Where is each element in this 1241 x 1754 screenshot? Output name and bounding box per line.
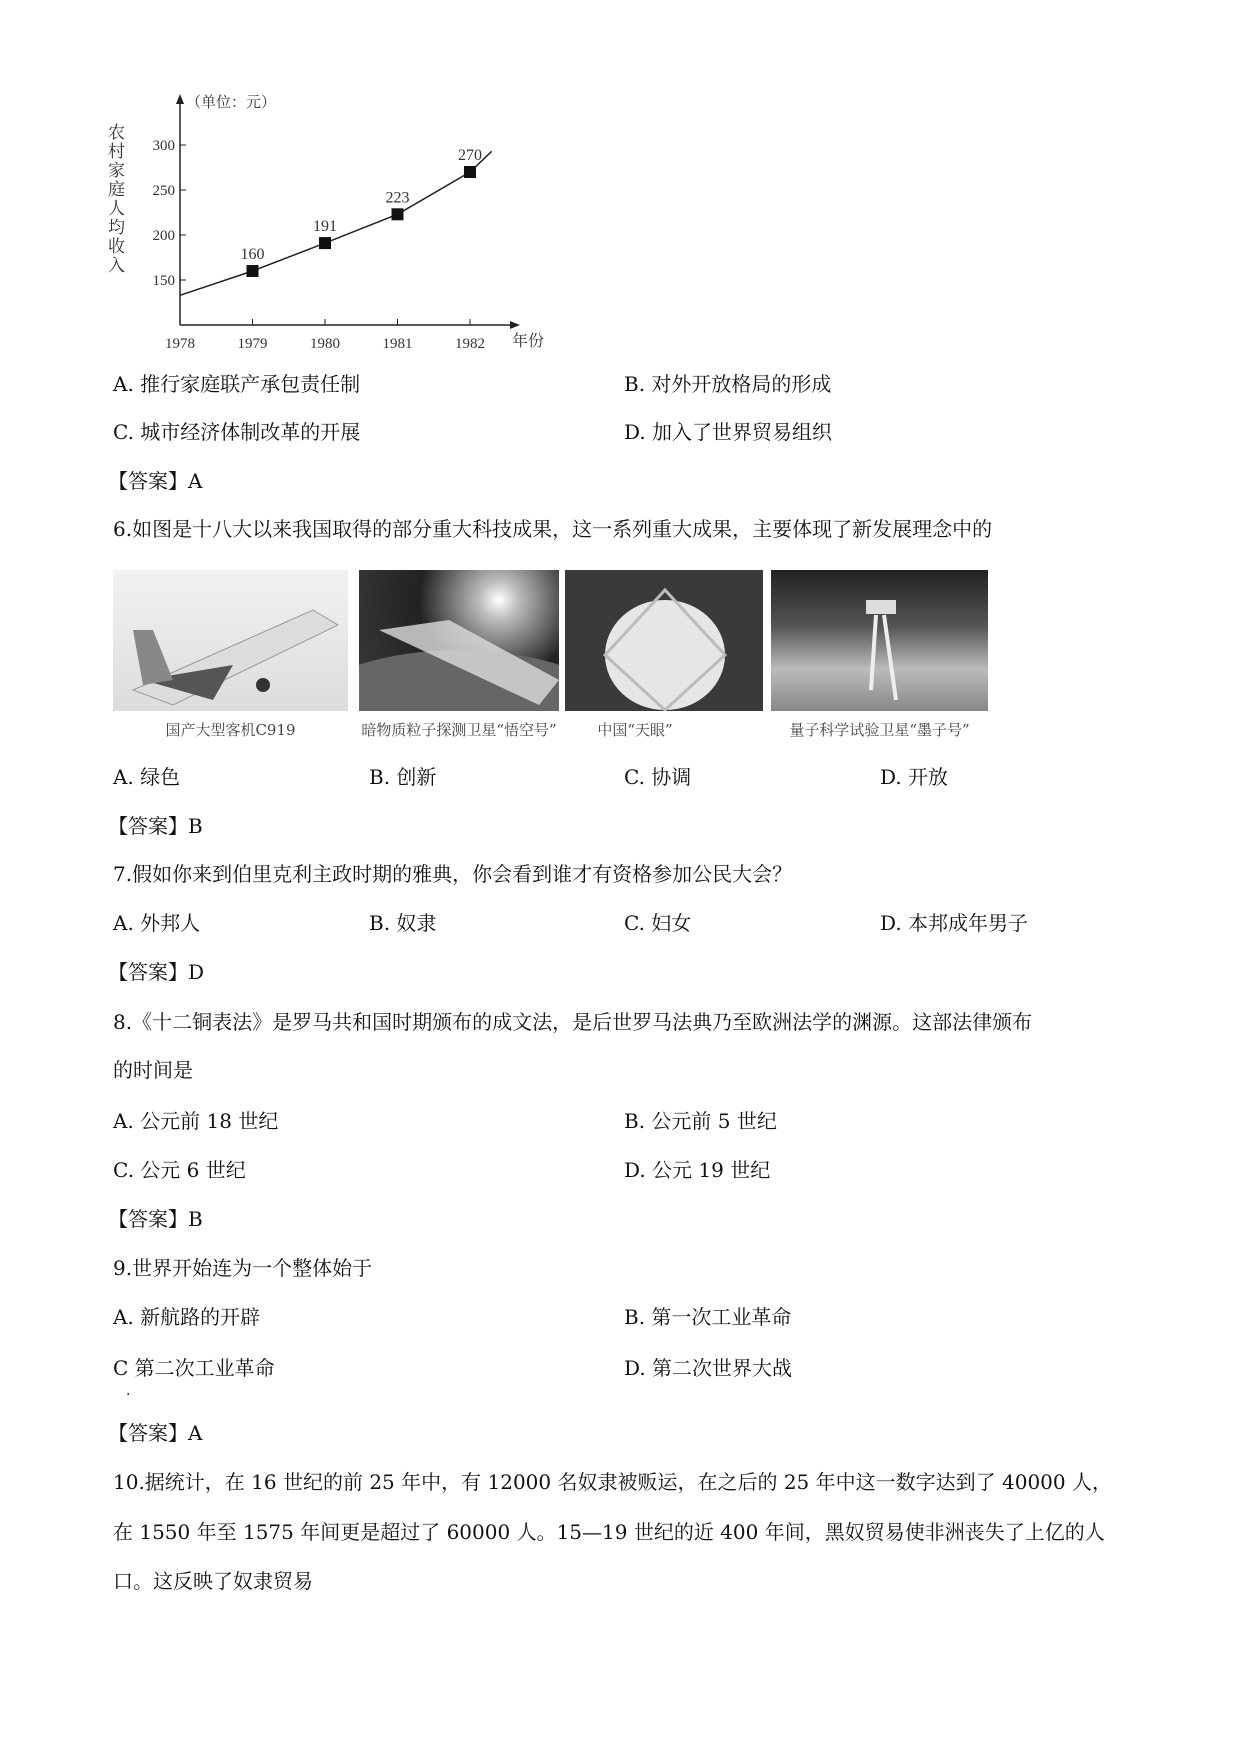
wukong-satellite-image xyxy=(359,570,559,711)
y-axis-label-char: 入 xyxy=(108,256,125,275)
q6-option-d: D. 开放 xyxy=(880,765,949,789)
q9-stem: 9.世界开始连为一个整体始于 xyxy=(113,1256,373,1280)
y-axis-label-char: 均 xyxy=(108,218,125,237)
data-label: 191 xyxy=(313,218,337,236)
data-point xyxy=(319,237,331,249)
q7-answer: 【答案】D xyxy=(108,960,205,984)
q8-stem-line2: 的时间是 xyxy=(113,1058,193,1082)
q9-stray-dot: . xyxy=(126,1383,131,1399)
q5-option-c: C. 城市经济体制改革的开展 xyxy=(113,420,361,444)
unit-label: （单位：元） xyxy=(186,95,277,111)
q10-stem-line1: 10.据统计，在 16 世纪的前 25 年中，有 12000 名奴隶被贩运，在之后的 25 年中这一数字达到了 40000 人， xyxy=(113,1470,1112,1494)
q5-answer: 【答案】A xyxy=(108,469,203,493)
y-axis-label-char: 庭 xyxy=(108,180,125,199)
tianyan-telescope-image xyxy=(565,570,763,711)
y-tick-label: 300 xyxy=(152,138,175,154)
y-tick-label: 250 xyxy=(152,183,175,199)
data-label: 160 xyxy=(240,246,265,263)
caption-mozi: 量子科学试验卫星“墨子号” xyxy=(789,721,970,739)
caption-tianyan: 中国“天眼” xyxy=(597,721,673,739)
x-axis-arrow xyxy=(510,321,520,329)
x-tick-label: 1980 xyxy=(310,336,340,352)
q7-option-b: B. 奴隶 xyxy=(369,911,437,935)
x-tick-label: 1979 xyxy=(237,336,268,352)
q9-option-c: C 第二次工业革命 xyxy=(113,1356,275,1380)
caption-wukong: 暗物质粒子探测卫星“悟空号” xyxy=(361,721,557,739)
y-tick-label: 200 xyxy=(152,228,175,244)
y-tick-label: 150 xyxy=(152,273,175,289)
y-axis-arrow xyxy=(176,94,184,104)
q7-option-c: C. 妇女 xyxy=(624,911,692,935)
y-axis-label-char: 收 xyxy=(108,237,125,256)
q5-option-d: D. 加入了世界贸易组织 xyxy=(624,420,833,444)
q8-option-a: A. 公元前 18 世纪 xyxy=(113,1109,279,1133)
q5-option-a: A. 推行家庭联产承包责任制 xyxy=(113,372,361,396)
x-tick-label: 1978 xyxy=(165,336,195,352)
y-axis-label-char: 村 xyxy=(108,142,125,161)
q8-option-b: B. 公元前 5 世纪 xyxy=(624,1109,777,1133)
c919-airplane-image xyxy=(113,570,348,711)
q7-option-d: D. 本邦成年男子 xyxy=(880,911,1029,935)
q8-answer: 【答案】B xyxy=(108,1207,203,1231)
q5-option-b: B. 对外开放格局的形成 xyxy=(624,372,832,396)
y-axis-label-char: 人 xyxy=(108,199,125,218)
caption-c919: 国产大型客机C919 xyxy=(165,721,296,739)
x-tick-label: 1981 xyxy=(382,336,413,352)
q8-option-d: D. 公元 19 世纪 xyxy=(624,1158,771,1182)
data-point xyxy=(392,208,404,220)
q9-option-d: D. 第二次世界大战 xyxy=(624,1356,793,1380)
q9-option-b: B. 第一次工业革命 xyxy=(624,1305,792,1329)
q9-answer: 【答案】A xyxy=(108,1421,203,1445)
q9-option-a: A. 新航路的开辟 xyxy=(113,1305,261,1329)
data-point xyxy=(247,265,259,277)
q7-stem: 7.假如你来到伯里克利主政时期的雅典，你会看到谁才有资格参加公民大会？ xyxy=(113,862,793,886)
mozi-satellite-image xyxy=(771,570,988,711)
data-point xyxy=(464,166,476,178)
q6-option-c: C. 协调 xyxy=(624,765,692,789)
q6-stem: 6.如图是十八大以来我国取得的部分重大科技成果，这一系列重大成果，主要体现了新发展理念中的 xyxy=(113,517,993,541)
x-axis-label: 年份 xyxy=(511,333,545,350)
y-axis-label-char: 家 xyxy=(108,161,125,180)
q6-answer: 【答案】B xyxy=(108,814,203,838)
income-line-chart xyxy=(100,90,570,360)
data-label: 270 xyxy=(458,147,482,164)
q8-stem-line1: 8.《十二铜表法》是罗马共和国时期颁布的成文法，是后世罗马法典乃至欧洲法学的渊源。这部法律颁布 xyxy=(113,1010,1033,1034)
y-axis-label-char: 农 xyxy=(108,123,125,142)
data-label: 223 xyxy=(385,189,410,207)
q6-option-a: A. 绿色 xyxy=(113,765,181,789)
q6-option-b: B. 创新 xyxy=(369,765,437,789)
q10-stem-line3: 口。这反映了奴隶贸易 xyxy=(113,1569,313,1593)
x-tick-label: 1982 xyxy=(455,336,485,352)
q8-option-c: C. 公元 6 世纪 xyxy=(113,1158,246,1182)
q7-option-a: A. 外邦人 xyxy=(113,911,201,935)
q10-stem-line2: 在 1550 年至 1575 年间更是超过了 60000 人。15—19 世纪的近 400 年间，黑奴贸易使非洲丧失了上亿的人 xyxy=(113,1520,1105,1544)
